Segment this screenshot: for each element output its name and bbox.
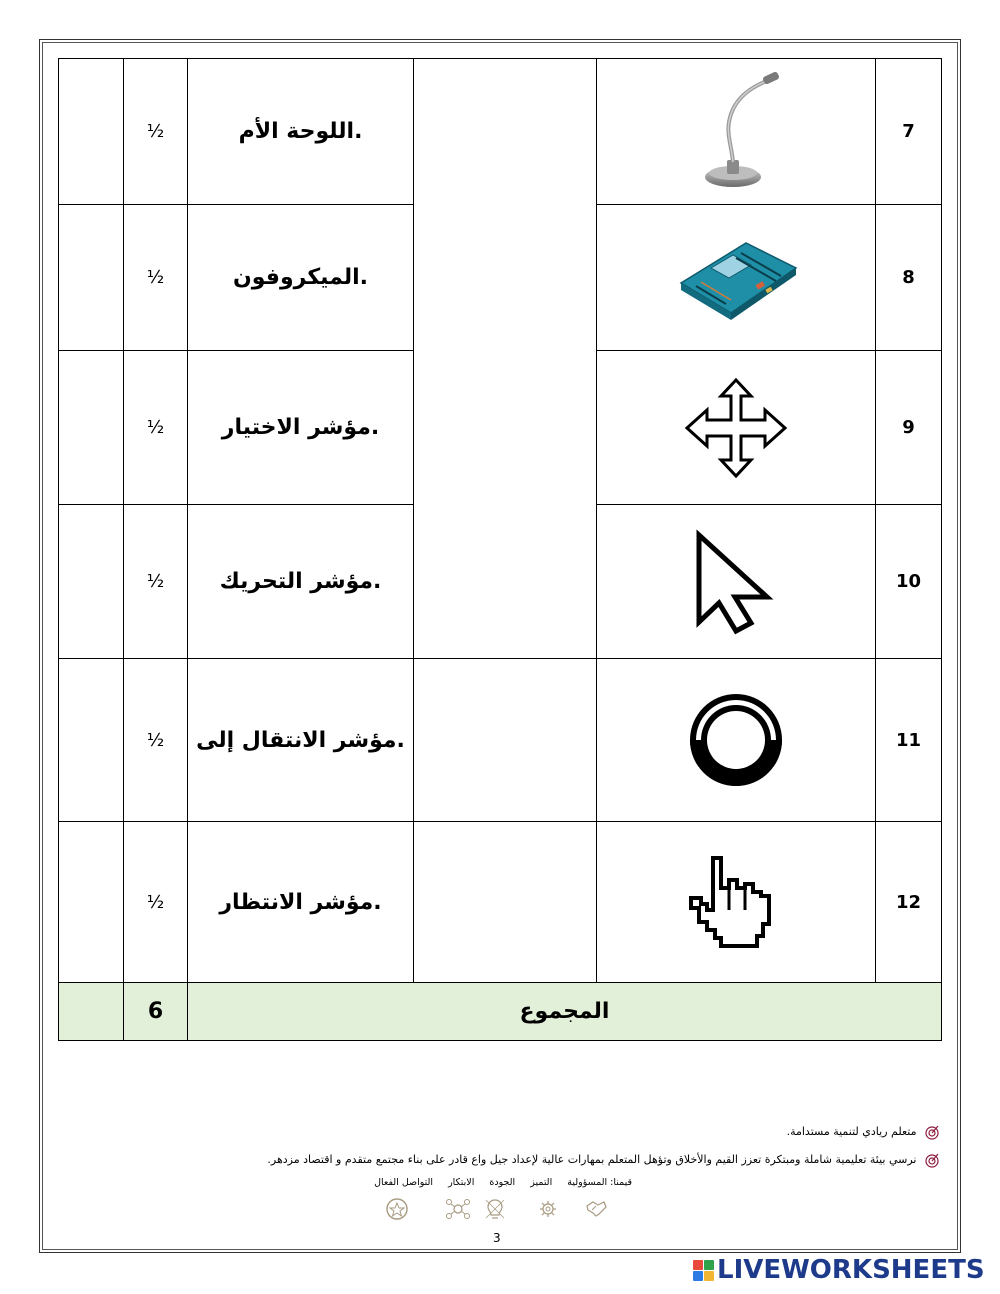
arrow-cursor-icon xyxy=(681,527,791,637)
page-number: 3 xyxy=(493,1231,501,1245)
liveworksheets-logo xyxy=(693,1255,985,1285)
picture-cell xyxy=(597,659,876,822)
score-cell: ½ xyxy=(124,505,188,659)
mission-line xyxy=(267,1152,940,1168)
score-cell: ½ xyxy=(124,351,188,505)
score-cell: ½ xyxy=(124,59,188,205)
answer-box[interactable] xyxy=(59,205,124,351)
picture-cell xyxy=(597,351,876,505)
network-icon xyxy=(444,1196,472,1222)
value-label: الجودة xyxy=(489,1177,516,1188)
microphone-icon xyxy=(681,72,791,192)
answer-box[interactable] xyxy=(59,59,124,205)
picture-cell xyxy=(597,59,876,205)
table-row xyxy=(59,659,942,822)
lightbulb-icon xyxy=(482,1196,508,1222)
row-number: 8 xyxy=(876,205,942,351)
answer-box[interactable] xyxy=(59,505,124,659)
term-cell: مؤشر التحريك. xyxy=(188,505,414,659)
term-cell: مؤشر الاختيار. xyxy=(188,351,414,505)
handshake-icon xyxy=(584,1196,608,1222)
value-label: التواصل الفعال xyxy=(374,1177,434,1188)
values-label: قيمنا: المسؤولية xyxy=(567,1177,632,1188)
picture-cell xyxy=(597,505,876,659)
hand-cursor-icon xyxy=(681,852,791,952)
term-cell: اللوحة الأم. xyxy=(188,59,414,205)
score-cell: ½ xyxy=(124,205,188,351)
brand-text: LIVEWORKSHEETS xyxy=(717,1255,985,1285)
value-label: التميز xyxy=(530,1177,553,1188)
values-icons xyxy=(384,1196,608,1222)
term-cell: الميكروفون. xyxy=(188,205,414,351)
row-number: 9 xyxy=(876,351,942,505)
target-icon xyxy=(924,1124,940,1140)
mission-text: نرسي بيئة تعليمية شاملة ومبتكرة تعزز القيم والأخلاق وتؤهل المتعلم بمهارات عالية لإعداد جيل واع قادر على بناء مجتمع متقدم و اقتصاد مزدهر. xyxy=(267,1153,917,1166)
answer-box[interactable] xyxy=(59,659,124,822)
vision-text: متعلم ريادي لتنمية مستدامة. xyxy=(786,1125,917,1138)
motherboard-icon xyxy=(671,228,801,328)
answer-drop-zone[interactable] xyxy=(414,59,597,659)
answer-drop-zone[interactable] xyxy=(414,659,597,822)
move-cursor-icon xyxy=(681,376,791,480)
value-label: الابتكار xyxy=(448,1177,475,1188)
medal-icon xyxy=(384,1196,410,1222)
busy-ring-cursor-icon xyxy=(681,685,791,795)
gear-icon xyxy=(538,1196,558,1222)
answer-drop-zone[interactable] xyxy=(414,822,597,983)
row-number: 10 xyxy=(876,505,942,659)
score-cell: ½ xyxy=(124,659,188,822)
answer-box[interactable] xyxy=(59,351,124,505)
term-cell: مؤشر الانتقال إلى. xyxy=(188,659,414,822)
row-number: 12 xyxy=(876,822,942,983)
picture-cell xyxy=(597,822,876,983)
picture-cell xyxy=(597,205,876,351)
score-cell: ½ xyxy=(124,822,188,983)
answer-box[interactable] xyxy=(59,822,124,983)
values-row xyxy=(362,1177,632,1188)
table-row xyxy=(59,822,942,983)
total-label: المجموع xyxy=(188,983,942,1041)
target-icon xyxy=(924,1152,940,1168)
row-number: 7 xyxy=(876,59,942,205)
total-row xyxy=(59,983,942,1041)
total-answer-box[interactable] xyxy=(59,983,124,1041)
matching-table xyxy=(58,58,942,1041)
table-row xyxy=(59,59,942,205)
total-score: 6 xyxy=(124,983,188,1041)
term-cell: مؤشر الانتظار. xyxy=(188,822,414,983)
vision-line xyxy=(787,1124,940,1140)
row-number: 11 xyxy=(876,659,942,822)
logo-grid-icon xyxy=(693,1260,714,1281)
